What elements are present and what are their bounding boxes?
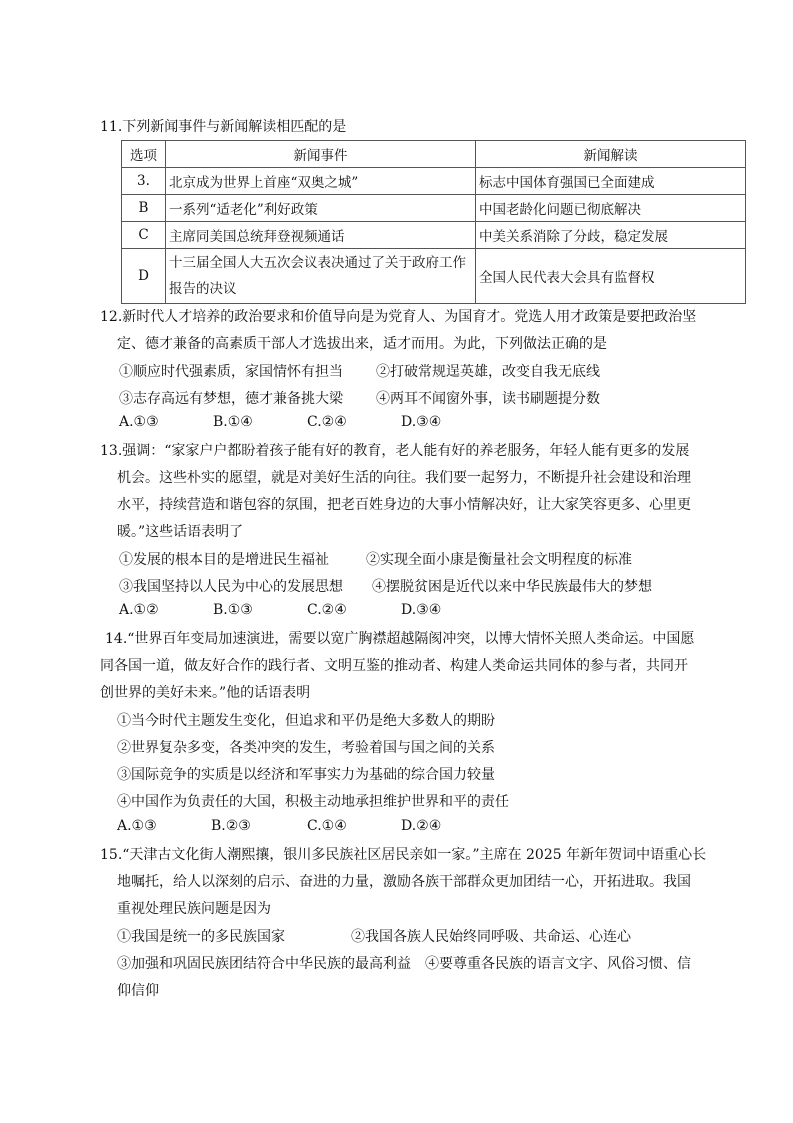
q13-choice-a: A.①② xyxy=(119,602,159,618)
q14-stem-line3: 创世界的美好未来。”他的话语表明 xyxy=(100,685,311,701)
q13-choice-d: D.③④ xyxy=(401,602,442,618)
q15-item-2: ②我国各族人民始终同呼吸、共命运、心连心 xyxy=(351,929,631,945)
q14-item-4: ④中国作为负责任的大国，积极主动地承担维护世界和平的责任 xyxy=(117,794,509,810)
table-row xyxy=(122,249,746,304)
q11-stem: 11.下列新闻事件与新闻解读相匹配的是 xyxy=(100,119,347,135)
table-cell: 北京成为世界上首座“双奥之城” xyxy=(166,168,476,195)
table-cell: 主席同美国总统拜登视频通话 xyxy=(166,222,476,249)
q12-choice-a: A.①③ xyxy=(119,414,159,430)
q13-stem-line3: 水平，持续营造和谐包容的氛围，把老百姓身边的大事小情解决好，让大家笑容更多、心里更 xyxy=(117,497,691,513)
q12-choice-d: D.③④ xyxy=(401,414,442,430)
q14-choice-d: D.②④ xyxy=(401,818,442,834)
table-cell: C xyxy=(122,222,166,249)
table-header-cell: 新闻事件 xyxy=(166,141,476,168)
table-cell: 3. xyxy=(122,168,166,195)
q14-item-2: ②世界复杂多变，各类冲突的发生，考验着国与国之间的关系 xyxy=(117,740,495,756)
q15-item-4: ④要尊重各民族的语言文字、风俗习惯、信 xyxy=(425,956,691,972)
q13-stem-line2: 机会。这些朴实的愿望，就是对美好生活的向往。我们要一起努力，不断提升社会建设和治理 xyxy=(117,470,691,486)
q12-choice-b: B.①④ xyxy=(213,414,253,430)
table-cell: 一系列“适老化”利好政策 xyxy=(166,195,476,222)
q11-table xyxy=(121,140,746,304)
q13-stem-line4: 暖。”这些话语表明了 xyxy=(117,524,244,540)
q15-stem-line2: 地嘱托，给人以深刻的启示、奋进的力量，激励各族干部群众更加团结一心，开拓进取。我国 xyxy=(117,874,691,890)
table-row xyxy=(122,168,746,195)
table-row xyxy=(122,195,746,222)
table-header-cell: 新闻解读 xyxy=(476,141,746,168)
q13-choice-c: C.②④ xyxy=(307,602,347,618)
table-cell: 中国老龄化问题已彻底解决 xyxy=(476,195,746,222)
q12-item-3: ③志存高远有梦想，德才兼备挑大梁 xyxy=(119,391,343,407)
q14-item-1: ①当今时代主题发生变化，但追求和平仍是绝大多数人的期盼 xyxy=(117,713,495,729)
table-cell: 全国人民代表大会具有监督权 xyxy=(476,249,746,304)
q14-item-3: ③国际竞争的实质是以经济和军事实力为基础的综合国力较量 xyxy=(117,767,495,783)
q14-choice-a: A.①③ xyxy=(117,818,157,834)
q13-choice-b: B.①③ xyxy=(213,602,253,618)
q13-item-2: ②实现全面小康是衡量社会文明程度的标准 xyxy=(366,552,632,568)
q12-item-2: ②打破常规逞英雄，改变自我无底线 xyxy=(376,364,600,380)
q15-stem-line3: 重视处理民族问题是因为 xyxy=(117,901,271,917)
q14-choice-c: C.①④ xyxy=(307,818,347,834)
q14-stem-line1: 14.“世界百年变局加速演进，需要以宽广胸襟超越隔阂冲突，以博大情怀关照人类命运。中国愿 xyxy=(105,631,695,647)
q15-item-1: ①我国是统一的多民族国家 xyxy=(117,929,285,945)
q12-stem-line2: 定、德才兼备的高素质干部人才选拔出来，适才而用。为此，下列做法正确的是 xyxy=(117,336,607,352)
table-cell: 中美关系消除了分歧，稳定发展 xyxy=(476,222,746,249)
q14-choice-b: B.②③ xyxy=(211,818,251,834)
table-cell: B xyxy=(122,195,166,222)
q15-item-4-cont: 仰信仰 xyxy=(117,983,159,999)
q15-stem-line1: 15.“天津古文化街人潮熙攘，银川多民族社区居民亲如一家。”主席在 2025 年新年贺词中语重心长 xyxy=(100,847,707,863)
table-cell: 标志中国体育强国已全面建成 xyxy=(476,168,746,195)
q13-stem-line1: 13.强调：“家家户户都盼着孩子能有好的教育，老人能有好的养老服务，年轻人能有更多的发展 xyxy=(100,443,690,459)
q13-item-1: ①发展的根本目的是增进民生福祉 xyxy=(119,552,329,568)
table-cell: 十三届全国人大五次会议表决通过了关于政府工作报告的决议 xyxy=(166,249,476,304)
table-row xyxy=(122,222,746,249)
q15-item-3: ③加强和巩固民族团结符合中华民族的最高利益 xyxy=(117,956,411,972)
table-cell: D xyxy=(122,249,166,304)
q13-item-3: ③我国坚持以人民为中心的发展思想 xyxy=(119,579,343,595)
q12-choice-c: C.②④ xyxy=(307,414,347,430)
q12-item-1: ①顺应时代强素质，家国情怀有担当 xyxy=(119,364,343,380)
q14-stem-line2: 同各国一道，做友好合作的践行者、文明互鉴的推动者、构建人类命运共同体的参与者，共同开 xyxy=(100,658,688,674)
q12-item-4: ④两耳不闻窗外事，读书刷题提分数 xyxy=(376,391,600,407)
table-header-cell: 选项 xyxy=(122,141,166,168)
q12-stem-line1: 12.新时代人才培养的政治要求和价值导向是为党育人、为国育才。党选人用才政策是要把政治坚 xyxy=(100,309,697,325)
q13-item-4: ④摆脱贫困是近代以来中华民族最伟大的梦想 xyxy=(372,579,652,595)
table-header-row xyxy=(122,141,746,168)
